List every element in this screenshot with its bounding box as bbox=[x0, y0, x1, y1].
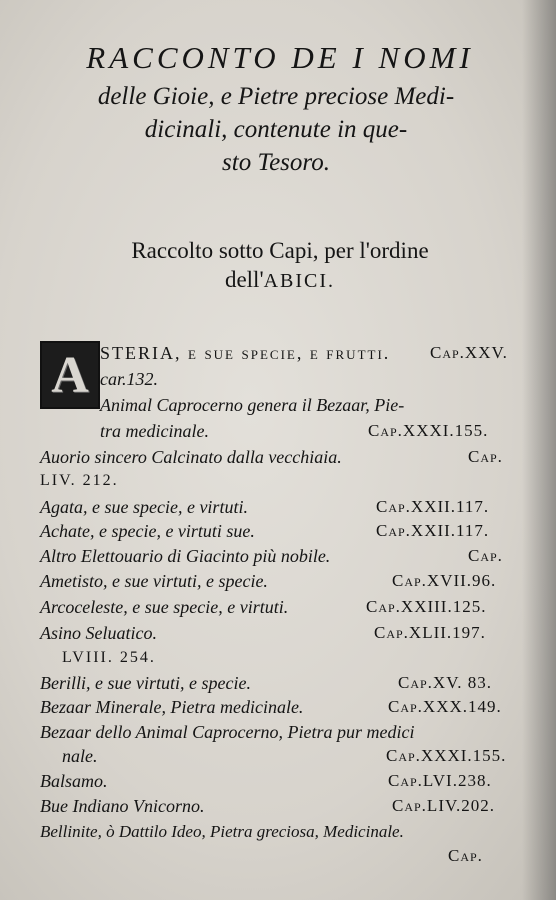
decorated-initial-letter: A bbox=[51, 346, 89, 404]
index-entry: Arcoceleste, e sue specie, e virtuti. bbox=[40, 597, 289, 617]
index-entry-ref: Cap.XVII.96. bbox=[392, 571, 497, 590]
index-entry: Bezaar dello Animal Caprocerno, Pietra pur medici bbox=[40, 722, 415, 742]
index-entry: LIV. 212. bbox=[40, 472, 119, 489]
index-entry: tra medicinale. bbox=[100, 421, 209, 441]
index-entry: nale. bbox=[62, 746, 98, 766]
index-entry-ref: Cap.XXXI.155. bbox=[368, 421, 489, 440]
section-heading-line: Raccolto sotto Capi, per l'ordine bbox=[131, 238, 429, 263]
index-entry: Asino Seluatico. bbox=[40, 623, 157, 643]
index-entry: car.132. bbox=[100, 369, 158, 389]
index-entry-ref: Cap. bbox=[468, 546, 503, 565]
index-entry-ref: Cap. bbox=[448, 846, 483, 865]
index-entry-ref: Cap.XXII.117. bbox=[376, 521, 490, 540]
index-entry: Bellinite, ò Dattilo Ideo, Pietra greciosa, Medicinale. bbox=[40, 822, 404, 841]
subtitle-line: delle Gioie, e Pietre preciose Medi- bbox=[97, 83, 455, 110]
index-entry: Berilli, e sue virtuti, e specie. bbox=[40, 673, 251, 693]
index-entry: Agata, e sue specie, e virtuti. bbox=[40, 497, 248, 517]
index-entry: LVIII. 254. bbox=[62, 649, 156, 666]
index-entry-ref: Cap.XXXI.155. bbox=[386, 746, 507, 765]
page-title: RACCONTO DE I NOMI bbox=[86, 40, 474, 75]
index-entry-ref: Cap.XXII.117. bbox=[376, 497, 490, 516]
section-heading bbox=[70, 236, 490, 296]
section-heading-line bbox=[70, 265, 490, 296]
decorated-initial bbox=[40, 341, 100, 409]
page-subtitle bbox=[56, 80, 496, 179]
index-entry: Balsamo. bbox=[40, 771, 108, 791]
page-edge-shadow bbox=[522, 0, 556, 900]
index-entry-ref: Cap.LVI.238. bbox=[388, 771, 492, 790]
index-entry-ref: Cap.XXIII.125. bbox=[366, 597, 487, 616]
index-entry-ref: Cap.XXX.149. bbox=[388, 697, 502, 716]
subtitle-line: dicinali, contenute in que- bbox=[144, 116, 408, 143]
subtitle-line: sto Tesoro. bbox=[222, 149, 330, 176]
index-entry: Animal Caprocerno genera il Bezaar, Pie- bbox=[100, 395, 405, 415]
index-entry: Auorio sincero Calcinato dalla vecchiaia. bbox=[40, 447, 342, 467]
index-entry-ref: Cap.XLII.197. bbox=[374, 623, 486, 642]
index-entry: Ametisto, e sue virtuti, e specie. bbox=[40, 571, 268, 591]
index-entry-ref: Cap.XXV. bbox=[430, 343, 508, 362]
index-entry-ref: Cap.LIV.202. bbox=[392, 796, 496, 815]
section-heading-prefix: dell' bbox=[224, 267, 264, 292]
index-entry: Bue Indiano Vnicorno. bbox=[40, 796, 205, 816]
index-entry: Achate, e specie, e virtuti sue. bbox=[40, 521, 255, 541]
index-entry-ref: Cap.XV. 83. bbox=[398, 673, 493, 692]
index-entry: STERIA, e sue specie, e frutti. bbox=[100, 343, 391, 363]
section-heading-abici: ABICI. bbox=[263, 270, 336, 292]
index-entry: Altro Elettouario di Giacinto più nobile. bbox=[40, 546, 331, 566]
index-entry: Bezaar Minerale, Pietra medicinale. bbox=[40, 697, 304, 717]
index-entry-ref: Cap. bbox=[468, 447, 503, 466]
